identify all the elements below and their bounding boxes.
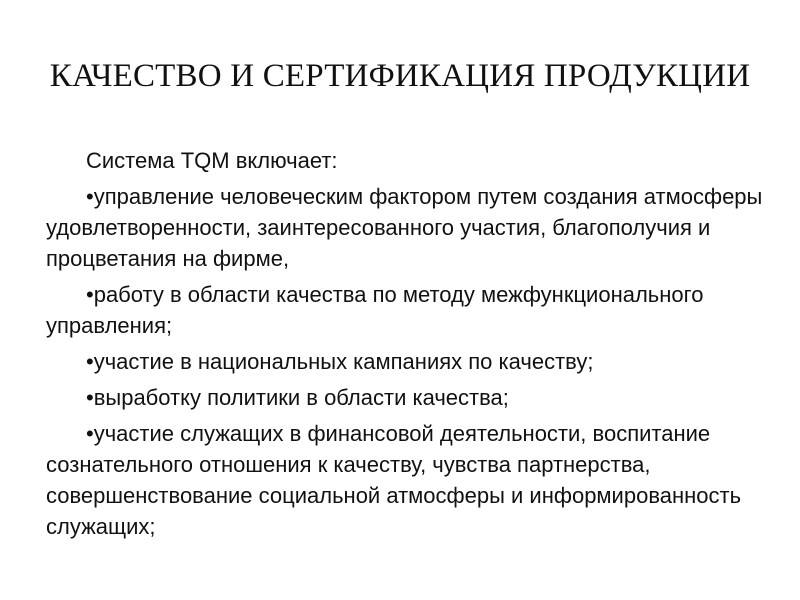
bullet-text: •участие в национальных кампаниях по качеству; [86, 349, 594, 374]
slide-content [46, 145, 766, 547]
slide-title: КАЧЕСТВО И СЕРТИФИКАЦИЯ ПРОДУКЦИИ [49, 58, 751, 94]
bullet-item [46, 418, 766, 542]
bullet-text: •работу в области качества по методу межфункционального управления; [46, 282, 704, 338]
bullet-text: •управление человеческим фактором путем создания атмосферы удовлетворенности, заинтересованного участия, благополучия и процветания на фирме, [46, 184, 763, 271]
bullet-item [46, 346, 766, 377]
bullet-text: •участие служащих в финансовой деятельности, воспитание сознательного отношения к качеству, чувства партнерства, совершенствование социальной атмосферы и информированность служащих; [46, 421, 742, 539]
bullet-text: •выработку политики в области качества; [86, 385, 509, 410]
bullet-item [46, 181, 766, 274]
intro-text: Система TQM включает: [86, 148, 338, 173]
bullet-item [46, 279, 766, 341]
bullet-item [46, 382, 766, 413]
